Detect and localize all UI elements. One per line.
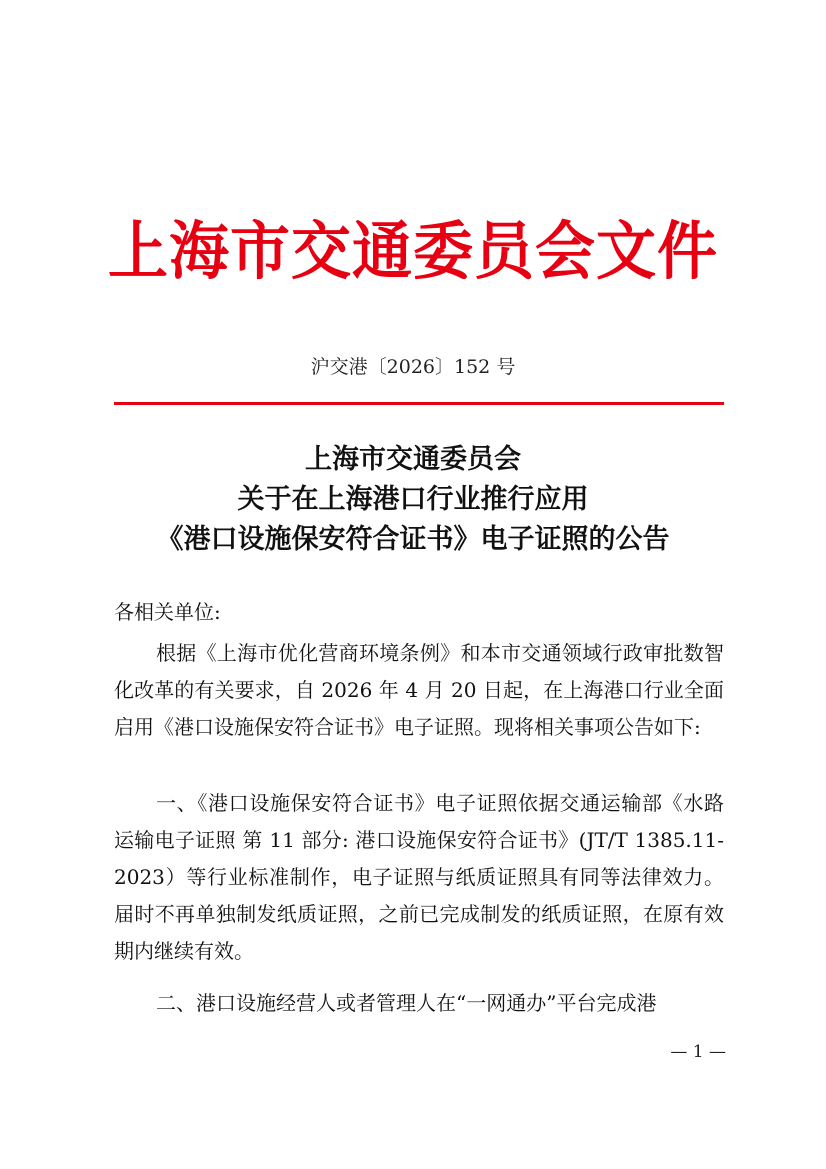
red-divider-line [114, 402, 724, 405]
paragraph-2: 一、《港口设施保安符合证书》电子证照依据交通运输部《水路运输电子证照 第 11 部分: 港口设施保安符合证书》(JT/T 1385.11-2023）等行业标准制作，电子证照与纸质证照具有同等法律效力。届时不再单独制发纸质证照，之前已完成制发的纸质证照，在原有效期内继续有效。 [114, 791, 724, 963]
salutation: 各相关单位: [114, 600, 221, 624]
page-number: — 1 — [670, 1042, 726, 1062]
title-line-1: 上海市交通委员会 [305, 444, 521, 475]
document-masthead: 上海市交通委员会文件 [108, 215, 718, 289]
document-number: 沪交港〔2026〕152 号 [310, 356, 516, 378]
paragraph-1: 根据《上海市优化营商环境条例》和本市交通领域行政审批数智化改革的有关要求，自 2026 年 4 月 20 日起，在上海港口行业全面启用《港口设施保安符合证书》电子证照。现将相关事项公告如下: [114, 641, 724, 739]
title-line-3: 《港口设施保安符合证书》电子证照的公告 [156, 524, 670, 555]
title-line-2: 关于在上海港口行业推行应用 [237, 484, 589, 515]
paragraph-3: 二、港口设施经营人或者管理人在“一网通办”平台完成港 [156, 991, 657, 1015]
